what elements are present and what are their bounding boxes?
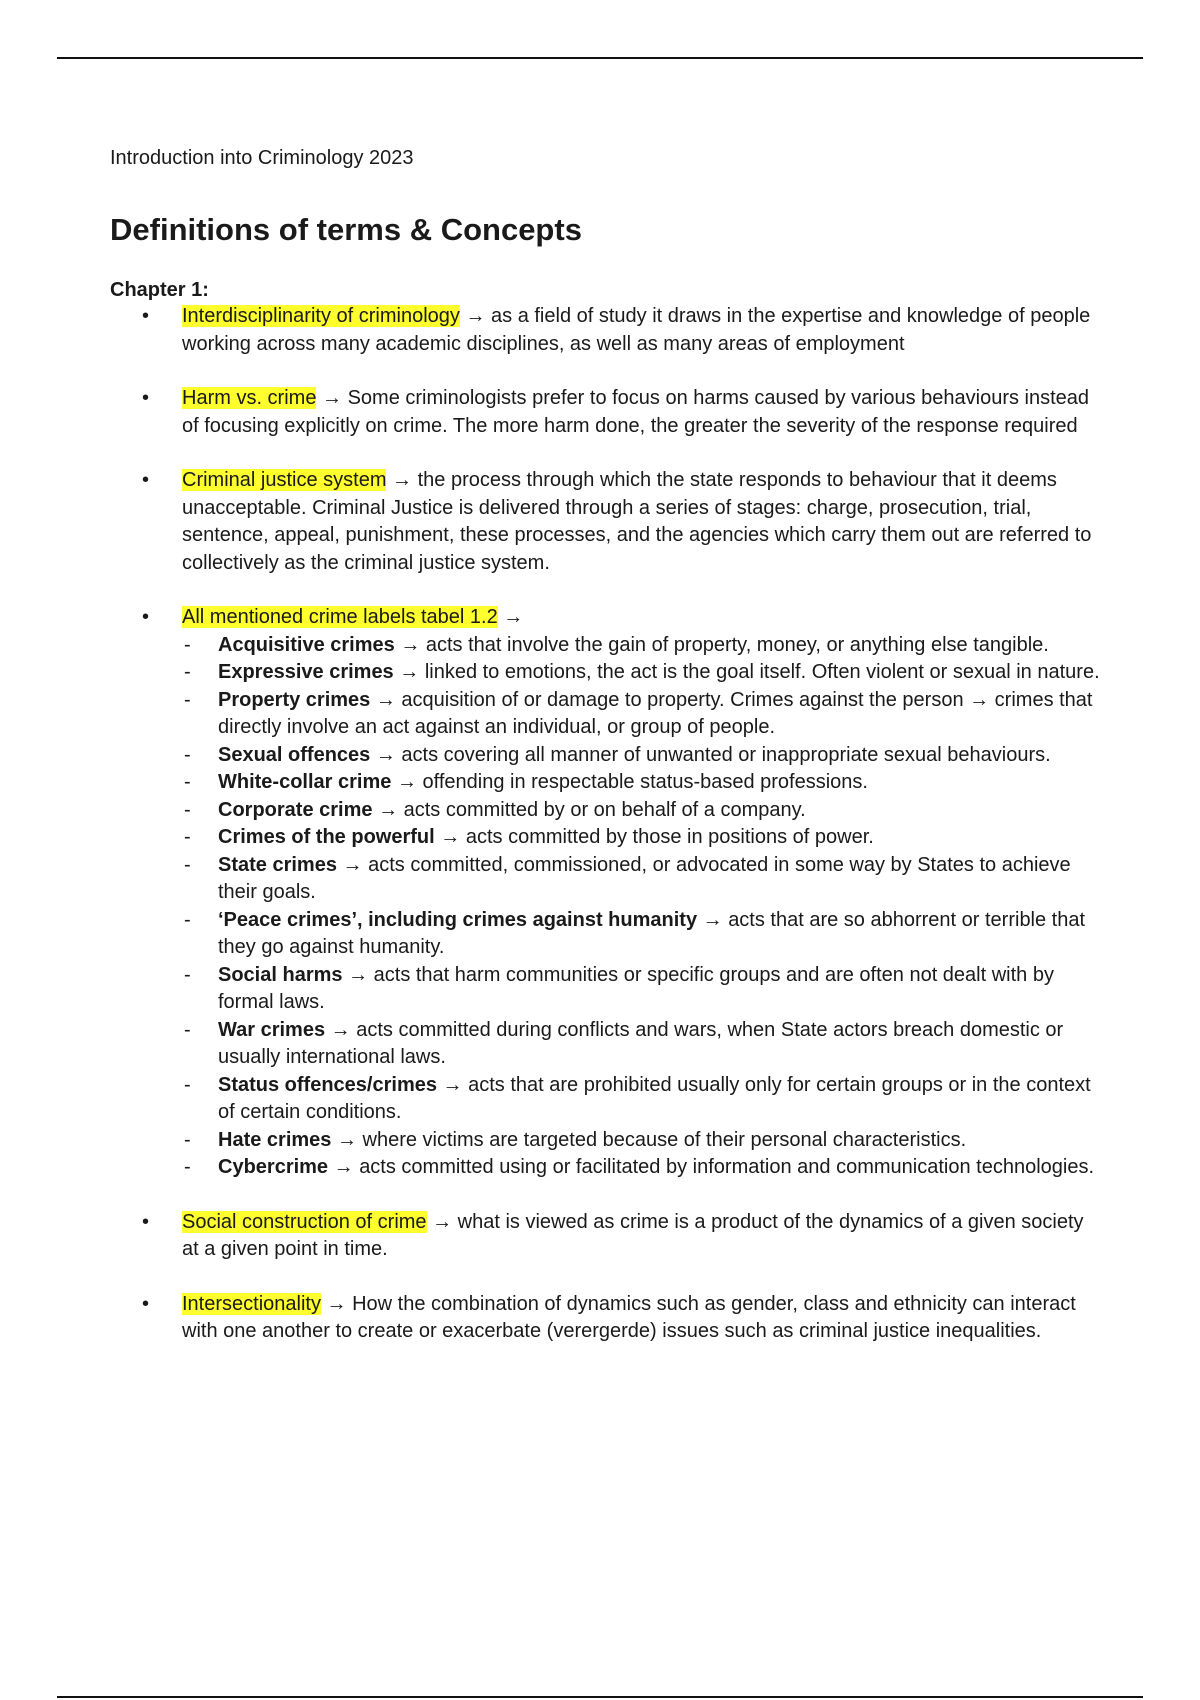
crime-label-item (182, 824, 1100, 852)
definition-item (110, 303, 1100, 358)
crime-label-item (182, 1127, 1100, 1155)
highlighted-term: Harm vs. crime (182, 387, 317, 409)
arrow-glyph: → (465, 305, 486, 327)
crime-label-text: acts committed by or on behalf of a company. (403, 798, 806, 821)
arrow-glyph: → (322, 387, 343, 409)
crime-label-term: Crimes of the powerful (218, 826, 435, 848)
crime-label-text: acts committed using or facilitated by information and communication technologies. (359, 1156, 1095, 1178)
arrow-glyph: → (432, 1210, 453, 1233)
arrow-glyph: → (378, 798, 399, 821)
crime-label-term: Sexual offences (218, 743, 371, 766)
arrow-glyph: → (375, 688, 396, 711)
arrow-glyph: → (399, 661, 420, 683)
crime-label-term: Corporate crime (218, 798, 373, 821)
definition-text: as a field of study it draws in the expertise and knowledge of people working across many academic disciplines, as well as many areas of employment (182, 305, 1091, 355)
arrow-glyph: → (330, 1018, 351, 1041)
highlighted-term: All mentioned crime labels tabel 1.2 (182, 606, 498, 628)
crime-label-term: Property crimes (218, 688, 371, 711)
crime-label-item (182, 852, 1100, 907)
crime-label-text: acts that are prohibited usually only for certain groups or in the context of certain conditions. (218, 1073, 1091, 1123)
crime-label-item (182, 962, 1100, 1017)
document-body (110, 145, 1100, 1373)
highlighted-term: Intersectionality (182, 1292, 321, 1315)
crime-label-text: acts that harm communities or specific groups and are often not dealt with by formal laws. (218, 963, 1054, 1013)
arrow-glyph: → (342, 853, 363, 876)
crime-label-text: linked to emotions, the act is the goal itself. Often violent or sexual in nature. (424, 661, 1100, 683)
arrow-glyph: → (392, 469, 413, 491)
document-title: Definitions of terms & Concepts (110, 212, 582, 247)
highlighted-term: Criminal justice system (182, 469, 387, 491)
highlighted-term: Social construction of crime (182, 1210, 427, 1233)
crime-label-text: offending in respectable status-based professions. (422, 771, 868, 793)
crime-label-term: ‘Peace crimes’, including crimes against humanity (218, 908, 698, 931)
definitions-list (110, 303, 1100, 1346)
definition-item (110, 467, 1100, 577)
definition-text: what is viewed as crime is a product of the dynamics of a given society at a given point in time. (182, 1210, 1084, 1260)
definition-item-crime-labels (110, 604, 1100, 1182)
crime-labels-list (182, 632, 1100, 1182)
chapter-heading: Chapter 1: (110, 279, 209, 301)
crime-label-term: Social harms (218, 963, 343, 986)
crime-label-item (182, 687, 1100, 742)
crime-label-term: Acquisitive crimes (218, 633, 395, 656)
arrow-glyph: → (440, 826, 461, 848)
crime-label-item (182, 1154, 1100, 1182)
definition-item (110, 1209, 1100, 1264)
arrow-glyph: → (333, 1156, 354, 1178)
crime-label-term: Status offences/crimes (218, 1073, 437, 1096)
bottom-divider-line (57, 1696, 1143, 1698)
crime-label-text: acts committed by those in positions of power. (465, 826, 874, 848)
crime-label-item (182, 632, 1100, 660)
highlighted-term: Interdisciplinarity of criminology (182, 305, 460, 327)
crime-label-term: State crimes (218, 853, 337, 876)
crime-label-term: White-collar crime (218, 771, 392, 793)
arrow-glyph: → (442, 1073, 463, 1096)
document-subtitle: Introduction into Criminology 2023 (110, 147, 414, 169)
crime-label-item (182, 769, 1100, 797)
crime-label-item (182, 797, 1100, 825)
crime-label-text: acts that involve the gain of property, money, or anything else tangible. (425, 633, 1049, 656)
arrow-glyph: → (702, 908, 723, 931)
definition-text: the process through which the state responds to behaviour that it deems unacceptable. Criminal Justice is delivered through a series of stages: charge, prosecution, trial, sentence, appeal, punishment, these processes, and the agencies which carry them out are referred to collectively as the criminal justice system. (182, 469, 1092, 574)
crime-label-term: Cybercrime (218, 1156, 329, 1178)
definition-text: Some criminologists prefer to focus on harms caused by various behaviours instead of focusing explicitly on crime. The more harm done, the greater the severity of the response required (182, 387, 1090, 437)
crime-label-text: where victims are targeted because of their personal characteristics. (362, 1128, 967, 1151)
definition-item (110, 1291, 1100, 1346)
crime-label-item (182, 659, 1100, 687)
crime-label-term: Hate crimes (218, 1128, 332, 1151)
definition-item (110, 385, 1100, 440)
definition-text: How the combination of dynamics such as gender, class and ethnicity can interact with one another to create or exacerbate (verergerde) issues such as criminal justice inequalities. (182, 1292, 1076, 1342)
crime-label-item (182, 1017, 1100, 1072)
arrow-glyph: → (503, 606, 524, 628)
crime-label-item (182, 742, 1100, 770)
crime-label-item (182, 1072, 1100, 1127)
crime-label-term: Expressive crimes (218, 661, 394, 683)
crime-label-item (182, 907, 1100, 962)
crime-label-text: acts covering all manner of unwanted or inappropriate sexual behaviours. (401, 743, 1051, 766)
crime-label-text: acquisition of or damage to property. Crimes against the person → crimes that directly involve an act against an individual, or group of people. (218, 688, 1093, 738)
arrow-glyph: → (400, 633, 421, 656)
crime-label-text: acts committed during conflicts and wars, when State actors breach domestic or usually international laws. (218, 1018, 1064, 1068)
arrow-glyph: → (348, 963, 369, 986)
crime-label-term: War crimes (218, 1018, 326, 1041)
arrow-glyph: → (336, 1128, 357, 1151)
arrow-glyph: → (375, 743, 396, 766)
arrow-glyph: → (326, 1292, 347, 1315)
top-divider-line (57, 57, 1143, 59)
arrow-glyph: → (396, 771, 417, 793)
crime-label-text: acts that are so abhorrent or terrible that they go against humanity. (218, 908, 1086, 958)
crime-label-text: acts committed, commissioned, or advocated in some way by States to achieve their goals. (218, 853, 1071, 903)
